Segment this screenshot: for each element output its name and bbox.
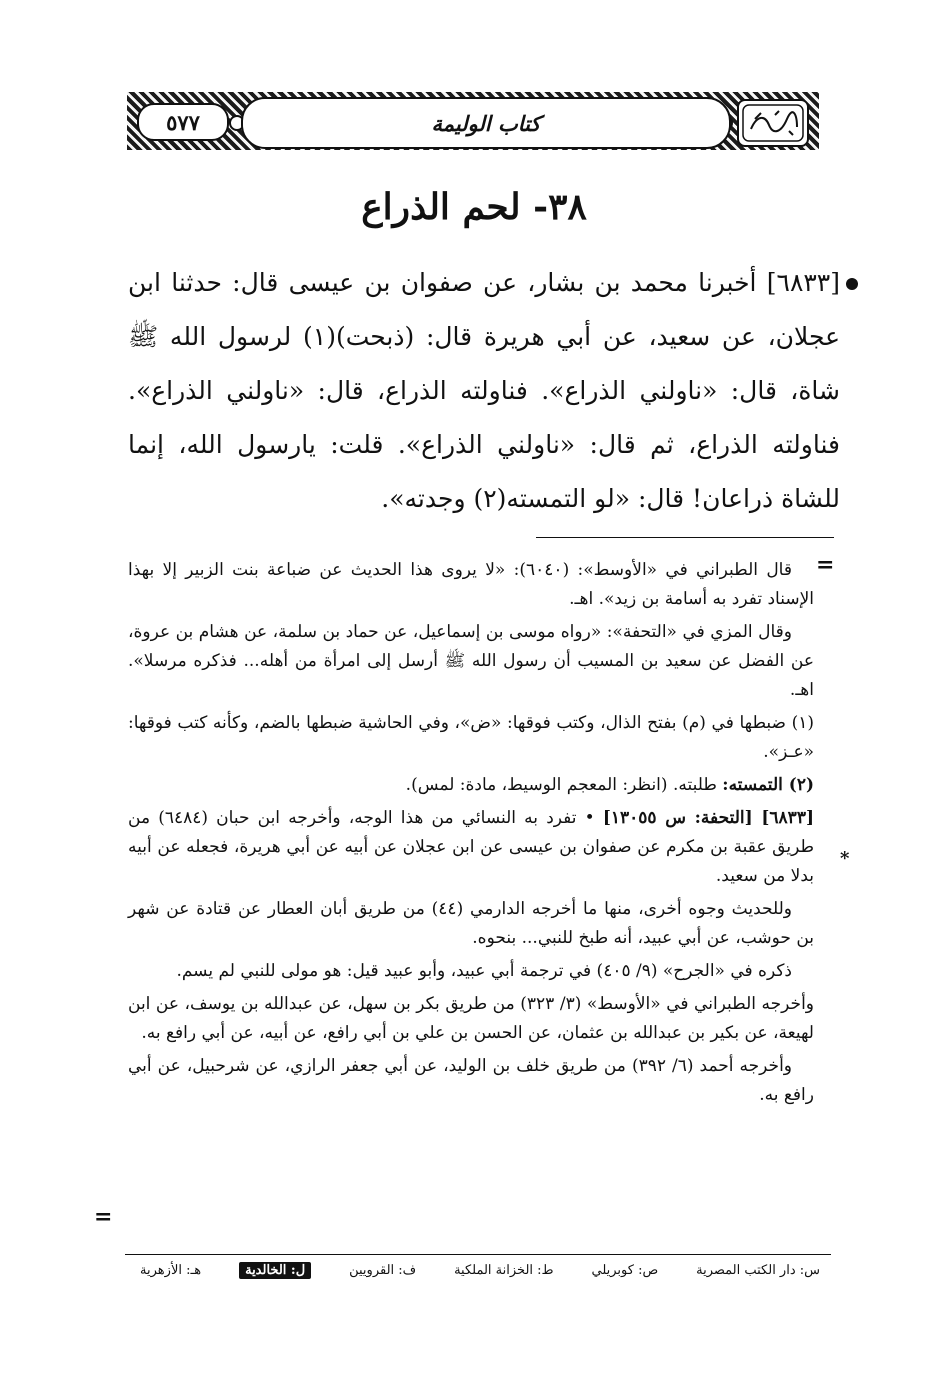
commentary-reference: [٦٨٣٣] [التحفة: س ١٣٠٥٥] [602,808,814,828]
siglum: ط: الخزانة الملكية [454,1263,554,1278]
manuscript-sigla-key [140,1262,820,1279]
siglum: ص: كوبريلي [591,1263,659,1278]
commentary-text: • تفرد به النسائي من هذا الوجه، وأخرجه ابن حبان (٦٤٨٤) من طريق عقبة بن مكرم عن صفوان بن عيسى عن ابن عجلان عن أبيه عن أبي هريرة، فجعله عن أبيه بدلا من سعيد. [128,808,814,886]
commentary-paragraph: وأخرجه الطبراني في «الأوسط» (٣/ ٣٢٣) من طريق بكر بن سهل، عن عبدالله بن يوسف، عن ابن لهيعة، عن بكير بن عبدالله بن عثمان، عن الحسن بن علي بن أبي رافع، عن أبيه، عن أبي رافع به. [128,994,814,1043]
running-header [127,92,819,150]
siglum: س: دار الكتب المصرية [696,1263,820,1278]
footnote-term: (٢) التمسته: [722,775,814,795]
continuation-mark: = [816,552,835,578]
page-number: ٥٧٧ [137,103,229,141]
footnote-2 [128,771,814,800]
footnote-definition: طلبته. (انظر: المعجم الوسيط، مادة: لمس). [405,775,717,795]
continuation-mark: = [94,1204,113,1230]
commentary-paragraph: ذكره في «الجرح» (٩/ ٤٠٥) في ترجمة أبي عبيد، وأبو عبيد قيل: هو مولى للنبي لم يسم. [176,961,792,981]
commentary-paragraph: وأخرجه أحمد (٦/ ٣٩٢) من طريق خلف بن الوليد، عن أبي جعفر الرازي، عن شرحبيل، عن أبي رافع به. [128,1056,814,1105]
chapter-title: ٣٨- لحم الذراع [361,186,587,228]
footnote-divider [536,537,834,538]
seal-calligraphy-icon [739,101,807,145]
footnote-1: (١) ضبطها في (م) بفتح الذال، وكتب فوقها: «ض»، وفي الحاشية ضبطها بالضم، وكأنه كتب فوقها: «عـز». [128,713,814,762]
hadith-bullet-icon [846,278,858,290]
siglum: ف: القرويين [349,1263,417,1278]
commentary-star-icon: * [840,848,850,869]
note-paragraph: وقال المزي في «التحفة»: «رواه موسى بن إسماعيل، عن حماد بن سلمة، عن هشام بن عروة، عن الفضل عن سعيد بن المسيب أن رسول الله ﷺ أرسل إلى امرأة من أهله... فذكره مرسلا». اهـ. [128,622,814,700]
book-seal-emblem [737,99,809,147]
sigla-divider [125,1254,831,1255]
commentary-paragraph: وللحديث وجوه أخرى، منها ما أخرجه الدارمي (٤٤) من طريق أبان العطار عن قتادة عن شهر بن حوشب، عن أبي عبيد، أنه طبخ للنبي... بنحوه. [128,899,814,948]
hadith-text: [٦٨٣٣] أخبرنا محمد بن بشار، عن صفوان بن عيسى قال: حدثنا ابن عجلان، عن سعيد، عن أبي هريرة قال: (ذبحت)(١) لرسول الله ﷺ شاة، قال: «ناولني الذراع». فناولته الذراع، قال: «ناولني الذراع». فناولته الذراع، ثم قال: «ناولني الذراع». قلت: يارسول الله، إنما للشاة ذراعان! قال: «لو التمسته(٢) وجدته». [128,268,840,513]
book-section-title: كتاب الوليمة [431,110,541,136]
note-paragraph: قال الطبراني في «الأوسط»: (٦٠٤٠): «لا يروى هذا الحديث عن ضباعة بنت الزبير إلا بهذا الإسناد تفرد به أسامة بن زيد». اهـ. [128,560,814,609]
footnotes-section [128,556,814,1114]
commentary-paragraph [128,804,814,891]
siglum: هـ: الأزهرية [140,1263,202,1278]
header-title-cartouche [241,97,731,149]
siglum-highlighted: ل: الخالدية [239,1262,311,1279]
